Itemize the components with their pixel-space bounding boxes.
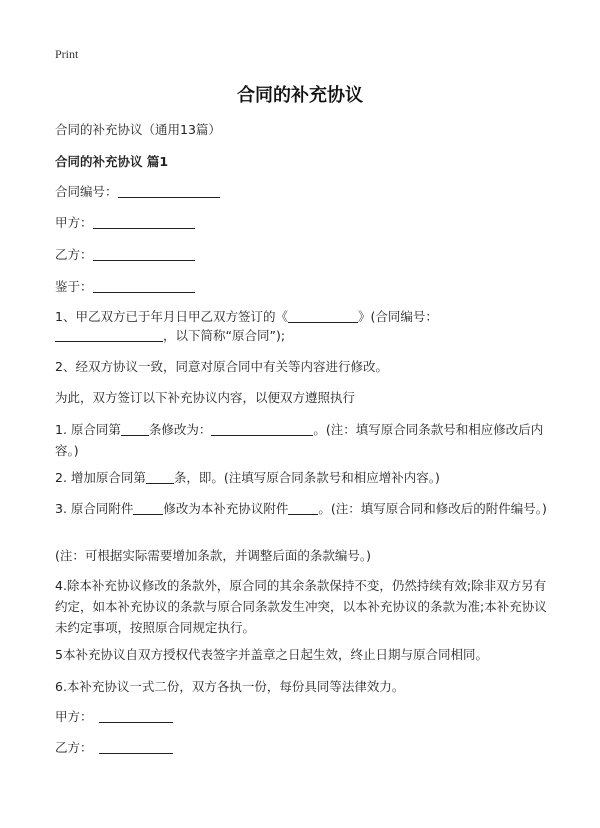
party-b-label: 乙方：: [55, 247, 93, 262]
signature-party-b-label: 乙方：: [55, 740, 93, 755]
clause-6: 6.本补充协议一式二份，双方各执一份，每份具同等法律效力。: [55, 679, 405, 694]
print-label: Print: [55, 47, 79, 61]
item3-text-b: 修改为本补充协议附件: [163, 501, 289, 516]
party-a-blank: [93, 214, 195, 229]
section-heading: 合同的补充协议 篇1: [55, 154, 169, 169]
signature-party-a-label: 甲方：: [55, 709, 93, 724]
document-title: 合同的补充协议: [237, 85, 363, 106]
item3-attachment-blank: [133, 500, 163, 515]
item2-text-b: 条，即。(注填写原合同条款号和相应增补内容。): [173, 470, 440, 485]
signature-party-b: [55, 738, 555, 758]
item2-clause-blank: [146, 469, 174, 484]
amendment-item-1: [55, 419, 547, 461]
witness-blank: [93, 278, 195, 293]
contract-number-label: 合同编号：: [55, 184, 118, 199]
paragraph-3: 为此，双方签订以下补充协议内容，以便双方遵照执行: [55, 390, 356, 405]
paragraph-1-line-1: [55, 307, 555, 327]
signature-party-a-blank: [99, 708, 173, 723]
document-subtitle: 合同的补充协议（通用13篇）: [55, 122, 221, 137]
amendment-item-2: [55, 468, 555, 488]
party-b-blank: [93, 246, 195, 261]
contract-number-field: [55, 182, 555, 202]
item3-text-c: 。(注：填写原合同和修改后的附件编号。): [318, 501, 547, 516]
contract-number-blank: [118, 183, 220, 198]
item1-text-a: 1. 原合同第: [55, 422, 121, 437]
item3-new-attachment-blank: [288, 500, 318, 515]
p1-text-c: ，以下简称“原合同”);: [163, 328, 286, 343]
item1-text-c: 。(注：填写原合同条款号和相应修改后内容。): [55, 422, 544, 458]
party-a-field: [55, 213, 555, 233]
witness-field: [55, 277, 555, 297]
party-b-field: [55, 245, 555, 265]
item1-text-b: 条修改为：: [148, 422, 212, 437]
signature-party-a: [55, 707, 555, 727]
p1-contract-name-blank: [288, 308, 358, 323]
p1-text-a: 1、甲乙双方已于年月日甲乙双方签订的《: [55, 309, 288, 324]
note-paragraph: (注：可根据实际需要增加条款，并调整后面的条款编号。): [55, 548, 372, 563]
amendment-item-3: [55, 498, 547, 519]
clause-5: 5本补充协议自双方授权代表签字并盖章之日起生效，终止日期与原合同相同。: [55, 647, 488, 662]
item3-text-a: 3. 原合同附件: [55, 501, 134, 516]
item1-content-blank: [211, 421, 313, 436]
item2-text-a: 2. 增加原合同第: [55, 470, 146, 485]
signature-party-b-blank: [99, 739, 173, 754]
p1-text-b: 》(合同编号：: [357, 309, 438, 324]
clause-4: 4.除本补充协议修改的条款外，原合同的其余条款保持不变，仍然持续有效;除非双方另有约定，如本补充协议的条款与原合同条款发生冲突，以本补充协议的条款为准;本补充协议未约定事项，按照原合同规定执行。: [55, 578, 547, 635]
p1-contract-no-blank: [55, 327, 163, 342]
paragraph-1-line-2: [55, 326, 555, 346]
paragraph-2: 2、经双方协议一致，同意对原合同中有关等内容进行修改。: [55, 359, 388, 374]
item1-clause-blank: [121, 421, 149, 436]
witness-label: 鉴于：: [55, 279, 93, 294]
party-a-label: 甲方：: [55, 215, 93, 230]
